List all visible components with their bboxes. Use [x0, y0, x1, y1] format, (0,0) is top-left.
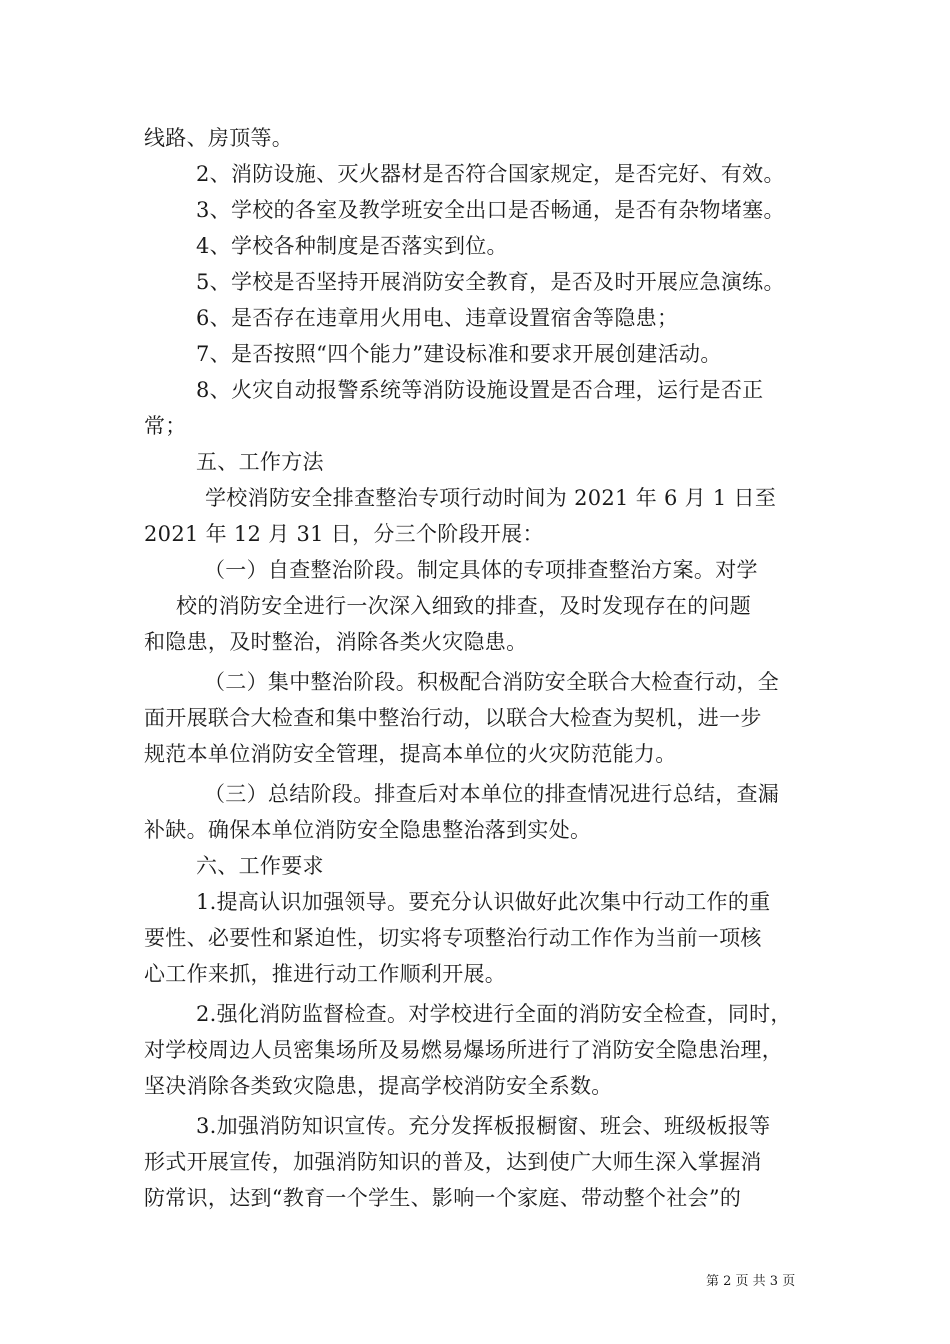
requirement-2-line: 2.强化消防监督检查。对学校进行全面的消防安全检查，同时， [196, 1002, 792, 1026]
phase-2-line: 面开展联合大检查和集中整治行动，以联合大检查为契机，进一步 [144, 706, 762, 730]
list-item-6: 6、是否存在违章用火用电、违章设置宿舍等隐患； [196, 306, 679, 330]
phase-2-line: 规范本单位消防安全管理，提高本单位的火灾防范能力。 [144, 742, 677, 766]
list-item-7: 7、是否按照“四个能力”建设标准和要求开展创建活动。 [196, 342, 722, 366]
list-item-8: 8、火灾自动报警系统等消防设施设置是否合理，运行是否正 [196, 378, 764, 402]
phase-1-line: （一）自查整治阶段。制定具体的专项排查整治方案。对学 [204, 558, 758, 582]
requirement-3-line: 防常识，达到“教育一个学生、影响一个家庭、带动整个社会”的 [144, 1186, 742, 1210]
requirement-2-line: 坚决消除各类致灾隐患，提高学校消防安全系数。 [144, 1074, 613, 1098]
list-item-3: 3、学校的各室及教学班安全出口是否畅通，是否有杂物堵塞。 [196, 198, 785, 222]
phase-3-line: （三）总结阶段。排查后对本单位的排查情况进行总结，查漏 [204, 782, 780, 806]
phase-2-line: （二）集中整治阶段。积极配合消防安全联合大检查行动，全 [204, 670, 780, 694]
phase-3-line: 补缺。确保本单位消防安全隐患整治落到实处。 [144, 818, 592, 842]
list-item-8-cont: 常； [144, 414, 187, 438]
paragraph-line: 学校消防安全排查整治专项行动时间为 2021 年 6 月 1 日至 [205, 486, 777, 510]
paragraph-line: 2021 年 12 月 31 日，分三个阶段开展： [144, 522, 544, 546]
text-line-1: 线路、房顶等。 [144, 126, 294, 150]
phase-1-line: 和隐患，及时整治，消除各类火灾隐患。 [144, 630, 528, 654]
requirement-1-line: 1.提高认识加强领导。要充分认识做好此次集中行动工作的重 [196, 890, 771, 914]
requirement-1-line: 心工作来抓，推进行动工作顺利开展。 [144, 962, 507, 986]
requirement-2-line: 对学校周边人员密集场所及易燃易爆场所进行了消防安全隐患治理， [144, 1038, 783, 1062]
requirement-3-line: 3.加强消防知识宣传。充分发挥板报橱窗、班会、班级板报等 [196, 1114, 771, 1138]
phase-1-line: 校的消防安全进行一次深入细致的排查，及时发现存在的问题 [176, 594, 752, 618]
list-item-2: 2、消防设施、灭火器材是否符合国家规定，是否完好、有效。 [196, 162, 785, 186]
section-heading-5: 五、工作方法 [196, 450, 324, 474]
list-item-4: 4、学校各种制度是否落实到位。 [196, 234, 508, 258]
list-item-5: 5、学校是否坚持开展消防安全教育，是否及时开展应急演练。 [196, 270, 785, 294]
page-number: 第 2 页 共 3 页 [706, 1274, 796, 1289]
requirement-1-line: 要性、必要性和紧迫性，切实将专项整治行动工作作为当前一项核 [144, 926, 762, 950]
requirement-3-line: 形式开展宣传，加强消防知识的普及，达到使广大师生深入掌握消 [144, 1150, 762, 1174]
section-heading-6: 六、工作要求 [196, 854, 324, 878]
